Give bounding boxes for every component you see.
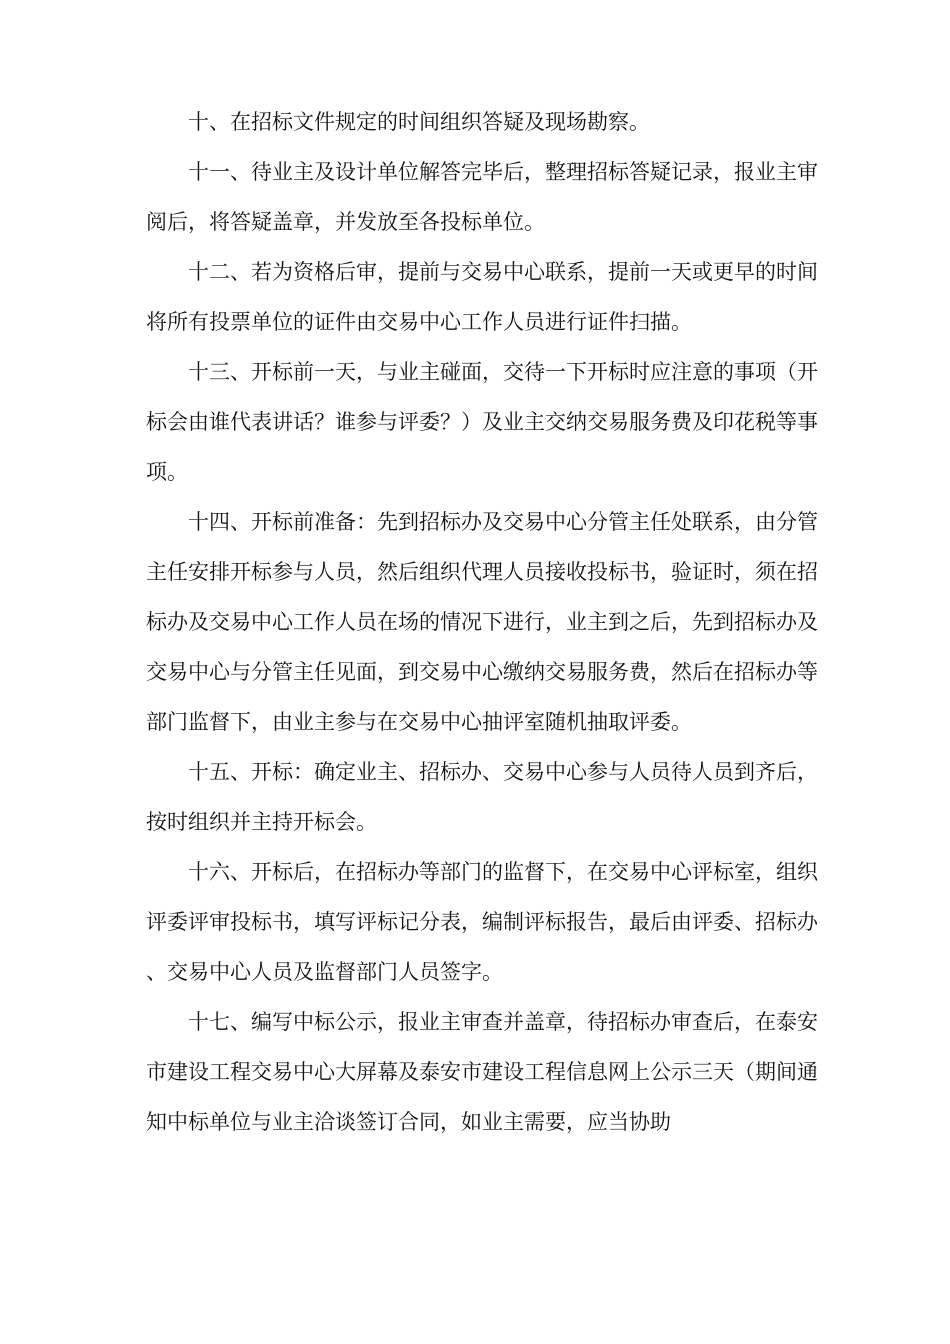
paragraph-13: 十三、开标前一天，与业主碰面，交待一下开标时应注意的事项（开标会由谁代表讲话？谁参与评委？）及业主交纳交易服务费及印花税等事项。 [146, 360, 818, 484]
paragraph-14: 十四、开标前准备：先到招标办及交易中心分管主任处联系，由分管主任安排开标参与人员，然后组织代理人员接收投标书，验证时，须在招标办及交易中心工作人员在场的情况下进行，业主到之后，先到招标办及交易中心与分管主任见面，到交易中心缴纳交易服务费，然后在招标办等部门监督下，由业主参与在交易中心抽评室随机抽取评委。 [146, 510, 818, 734]
paragraph-11: 十一、待业主及设计单位解答完毕后，整理招标答疑记录，报业主审阅后，将答疑盖章，并发放至各投标单位。 [146, 160, 818, 234]
paragraph-15: 十五、开标：确定业主、招标办、交易中心参与人员待人员到齐后，按时组织并主持开标会。 [146, 760, 818, 834]
paragraph-10: 十、在招标文件规定的时间组织答疑及现场勘察。 [188, 110, 650, 134]
document-body [146, 97, 818, 1147]
paragraph-17: 十七、编写中标公示，报业主审查并盖章，待招标办审查后，在泰安市建设工程交易中心大屏幕及泰安市建设工程信息网上公示三天（期间通知中标单位与业主洽谈签订合同，如业主需要，应当协助 [146, 1010, 818, 1134]
paragraph-16: 十六、开标后，在招标办等部门的监督下，在交易中心评标室，组织评委评审投标书，填写评标记分表，编制评标报告，最后由评委、招标办、交易中心人员及监督部门人员签字。 [146, 860, 818, 984]
paragraph-12: 十二、若为资格后审，提前与交易中心联系，提前一天或更早的时间将所有投票单位的证件由交易中心工作人员进行证件扫描。 [146, 260, 818, 334]
